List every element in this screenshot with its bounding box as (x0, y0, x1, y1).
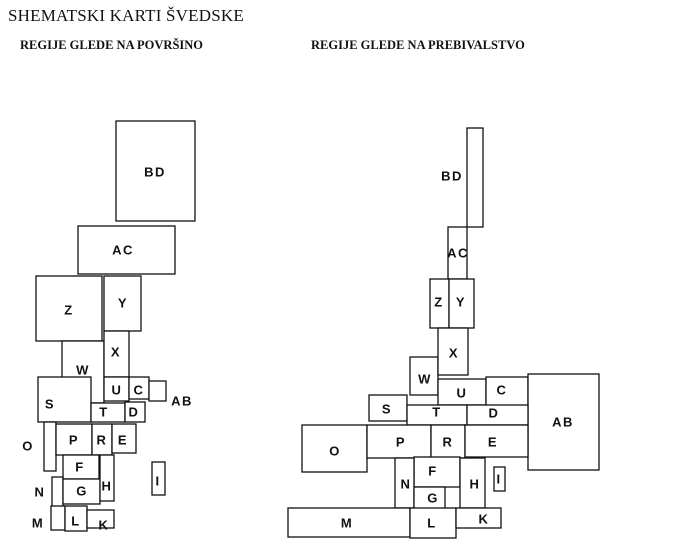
area-region-x (104, 331, 129, 377)
area-region-label-l: L (71, 513, 81, 529)
area-region-c (129, 377, 149, 399)
area-region-u (104, 377, 129, 401)
area-region-box-o (44, 422, 56, 471)
area-region-label-bd: BD (144, 164, 166, 180)
area-region-r (92, 424, 112, 455)
area-region-g (63, 479, 100, 504)
area-region-label-p: P (68, 432, 80, 448)
population-region-label-e: E (487, 434, 499, 450)
population-region-i (494, 467, 505, 491)
area-region-label-n: N (34, 484, 46, 500)
area-region-label-x: X (110, 344, 122, 360)
area-map (22, 121, 195, 533)
area-region-i (152, 462, 165, 495)
area-region-z (36, 276, 102, 341)
area-region-label-r: R (96, 432, 108, 448)
population-region-label-s: S (381, 401, 393, 417)
area-region-label-g: G (76, 483, 88, 499)
area-region-label-d: D (128, 404, 140, 420)
population-region-label-bd: BD (441, 168, 463, 184)
population-region-box-bd (467, 128, 483, 227)
population-region-label-x: X (448, 345, 460, 361)
population-region-label-y: Y (455, 294, 467, 310)
population-region-o (302, 425, 367, 472)
population-region-label-p: P (395, 434, 407, 450)
area-region-label-u: U (111, 382, 123, 398)
population-region-k (456, 508, 501, 528)
area-region-f (63, 455, 99, 479)
area-region-s (38, 377, 91, 422)
population-region-p (367, 425, 431, 458)
population-region-label-c: C (496, 382, 508, 398)
population-region-ac (447, 227, 469, 279)
population-region-l (410, 508, 456, 538)
population-region-label-d: D (488, 405, 500, 421)
area-region-label-s: S (44, 396, 56, 412)
area-region-h (100, 455, 114, 501)
population-region-x (438, 328, 468, 375)
population-region-label-t: T (432, 404, 442, 420)
population-region-g (414, 487, 445, 509)
area-region-label-i: I (155, 473, 161, 489)
population-region-w (410, 357, 438, 395)
area-region-label-m: M (31, 515, 45, 531)
population-region-label-f: F (428, 463, 438, 479)
population-region-label-r: R (442, 434, 454, 450)
area-region-label-h: H (101, 478, 113, 494)
area-map-subtitle: REGIJE GLEDE NA POVRŠINO (20, 38, 204, 52)
area-region-label-k: K (98, 517, 110, 533)
area-region-label-z: Z (64, 302, 74, 318)
page-title: SHEMATSKI KARTI ŠVEDSKE (8, 6, 244, 25)
population-region-f (414, 457, 460, 487)
area-region-label-f: F (75, 459, 85, 475)
population-region-label-z: Z (434, 294, 444, 310)
population-region-label-l: L (427, 515, 437, 531)
area-region-o (22, 422, 56, 471)
population-region-h (460, 458, 485, 508)
area-region-label-w: W (76, 362, 90, 378)
area-region-label-c: C (133, 382, 145, 398)
population-region-label-o: O (329, 443, 341, 459)
population-region-u (438, 379, 486, 405)
population-region-ab (528, 374, 599, 470)
area-region-bd (116, 121, 195, 221)
area-region-d (125, 402, 145, 422)
area-region-m (32, 506, 65, 531)
population-region-c (486, 377, 528, 406)
area-region-box-m (51, 506, 65, 530)
area-region-label-e: E (117, 432, 129, 448)
population-region-s (369, 395, 407, 421)
area-region-label-o: O (22, 438, 34, 454)
population-region-label-h: H (469, 476, 481, 492)
population-region-r (431, 425, 465, 458)
population-region-bd (441, 128, 483, 227)
population-map (288, 128, 599, 538)
population-region-label-ac: AC (447, 245, 469, 261)
population-region-label-m: M (340, 515, 354, 531)
population-region-m (288, 508, 410, 537)
area-region-n (35, 477, 63, 510)
area-region-l (65, 506, 87, 531)
area-region-e (112, 424, 136, 453)
area-region-label-ab: AB (171, 393, 193, 409)
area-region-ac (78, 226, 175, 274)
population-region-label-n: N (400, 476, 412, 492)
population-region-label-w: W (418, 371, 432, 387)
population-region-label-i: I (496, 471, 502, 487)
area-region-k (87, 510, 114, 533)
population-map-subtitle: REGIJE GLEDE NA PREBIVALSTVO (311, 38, 525, 52)
area-region-label-y: Y (117, 295, 129, 311)
population-region-label-ab: AB (552, 414, 574, 430)
population-region-y (449, 279, 474, 328)
population-region-t (407, 405, 467, 426)
area-region-ab (149, 381, 193, 409)
area-region-box-ab (149, 381, 166, 401)
area-region-y (104, 276, 141, 331)
population-region-e (465, 425, 528, 457)
population-region-n (395, 458, 414, 508)
area-region-label-t: T (99, 404, 109, 420)
area-region-label-ac: AC (112, 242, 134, 258)
population-region-label-g: G (427, 490, 439, 506)
population-region-label-u: U (456, 385, 468, 401)
area-region-p (56, 424, 92, 455)
area-region-box-n (52, 477, 63, 510)
population-region-label-k: K (478, 511, 490, 527)
population-region-z (430, 279, 449, 328)
population-region-d (467, 405, 528, 425)
area-region-t (91, 403, 125, 422)
